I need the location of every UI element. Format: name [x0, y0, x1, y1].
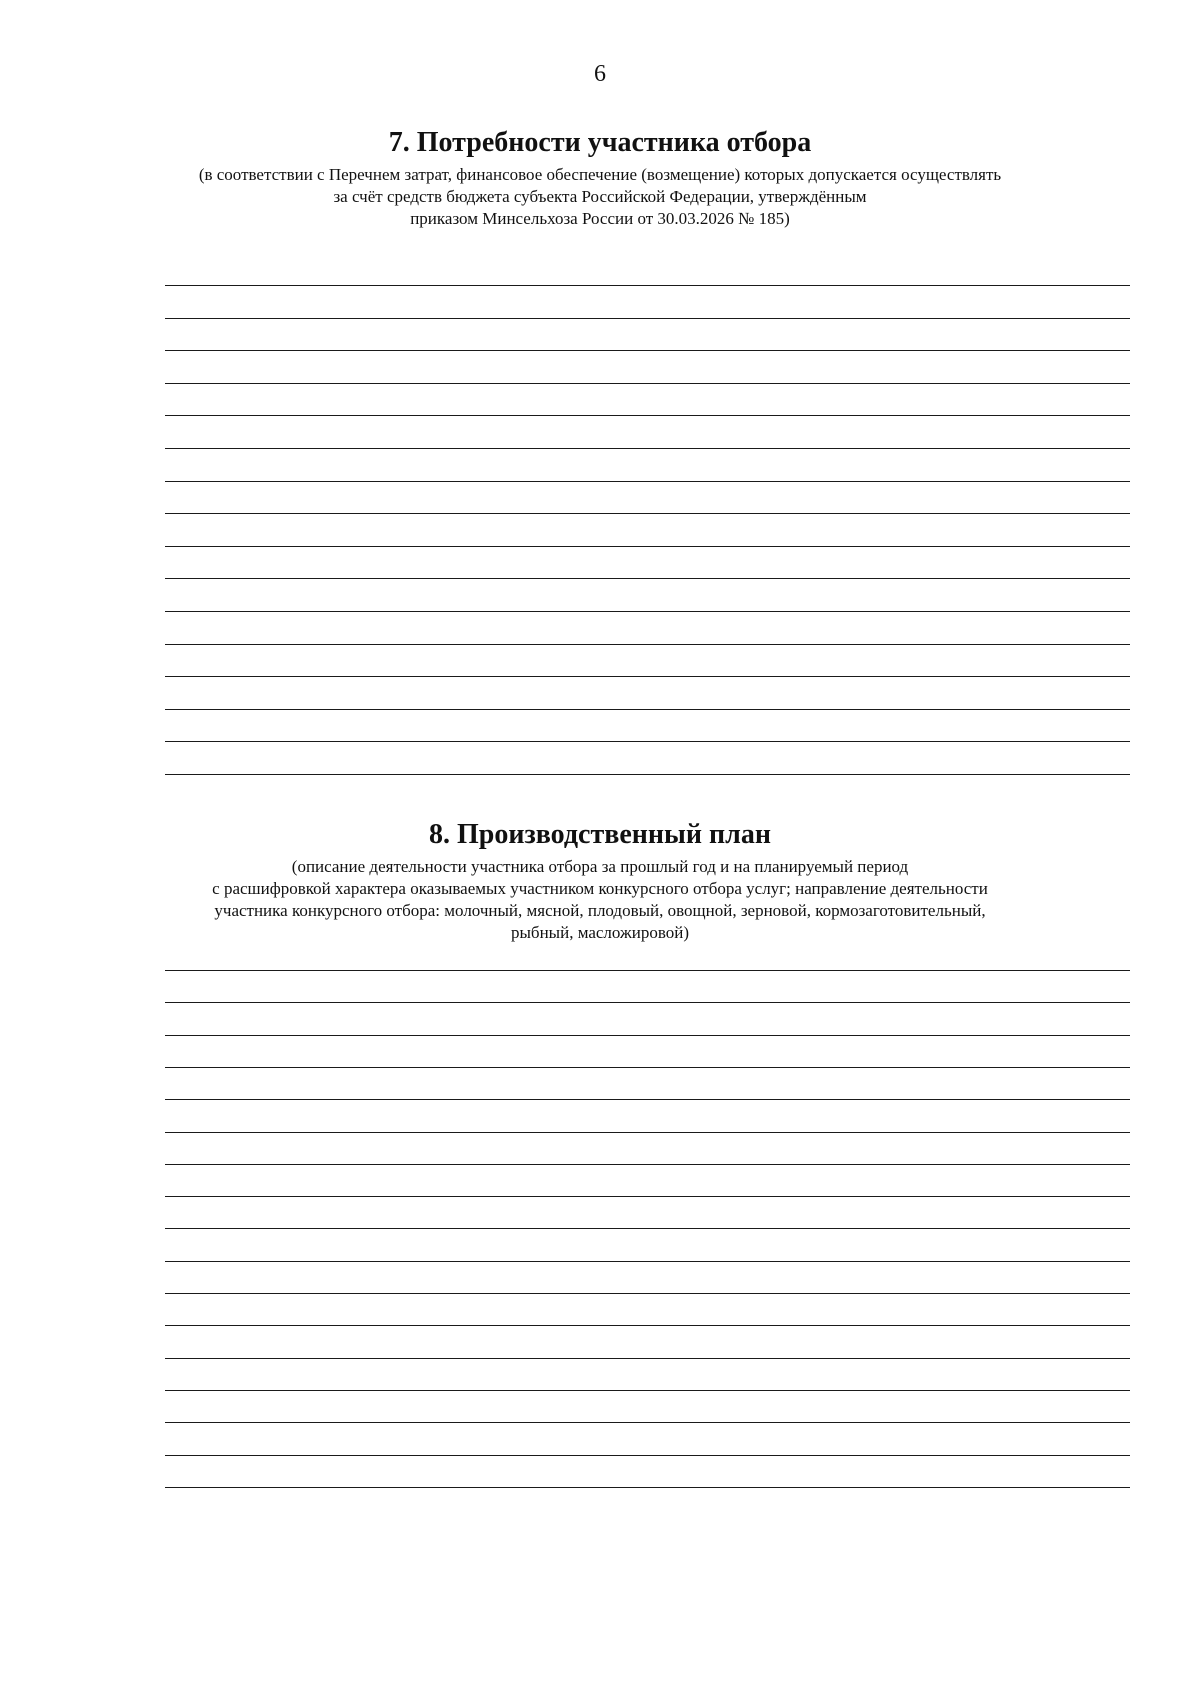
blank-fill-line[interactable] — [165, 1455, 1130, 1456]
blank-fill-line[interactable] — [165, 676, 1130, 677]
blank-fill-line[interactable] — [165, 546, 1130, 547]
section-7-title: 7. Потребности участника отбора — [388, 127, 812, 158]
blank-fill-line[interactable] — [165, 578, 1130, 579]
blank-fill-line[interactable] — [165, 513, 1130, 514]
section-8-fill-in-lines[interactable] — [165, 970, 1130, 1490]
blank-fill-line[interactable] — [165, 1487, 1130, 1488]
section-8-note-line: (описание деятельности участника отбора за прошлый год и на планируемый период — [291, 857, 909, 876]
blank-fill-line[interactable] — [165, 350, 1130, 351]
blank-fill-line[interactable] — [165, 1067, 1130, 1068]
blank-fill-line[interactable] — [165, 1099, 1130, 1100]
page-number: 6 — [594, 61, 606, 87]
blank-fill-line[interactable] — [165, 1035, 1130, 1036]
section-7-fill-in-lines[interactable] — [165, 285, 1130, 785]
blank-fill-line[interactable] — [165, 415, 1130, 416]
blank-fill-line[interactable] — [165, 1325, 1130, 1326]
blank-fill-line[interactable] — [165, 318, 1130, 319]
blank-fill-line[interactable] — [165, 448, 1130, 449]
blank-fill-line[interactable] — [165, 1196, 1130, 1197]
section-8-note-line: рыбный, масложировой) — [511, 923, 689, 942]
blank-fill-line[interactable] — [165, 1358, 1130, 1359]
blank-fill-line[interactable] — [165, 644, 1130, 645]
section-8-note-line: с расшифровкой характера оказываемых участником конкурсного отбора услуг; направление деятельности — [212, 879, 988, 898]
blank-fill-line[interactable] — [165, 481, 1130, 482]
section-8-note-line: участника конкурсного отбора: молочный, мясной, плодовый, овощной, зерновой, кормозаготовительный, — [214, 901, 986, 920]
blank-fill-line[interactable] — [165, 1422, 1130, 1423]
blank-fill-line[interactable] — [165, 1164, 1130, 1165]
section-8-note — [140, 856, 1060, 944]
blank-fill-line[interactable] — [165, 611, 1130, 612]
blank-fill-line[interactable] — [165, 1002, 1130, 1003]
section-7-note-line: за счёт средств бюджета субъекта Российской Федерации, утверждённым — [333, 187, 867, 206]
blank-fill-line[interactable] — [165, 1132, 1130, 1133]
blank-fill-line[interactable] — [165, 774, 1130, 775]
blank-fill-line[interactable] — [165, 1293, 1130, 1294]
section-7-note — [140, 164, 1060, 230]
blank-fill-line[interactable] — [165, 709, 1130, 710]
blank-fill-line[interactable] — [165, 1261, 1130, 1262]
blank-fill-line[interactable] — [165, 1228, 1130, 1229]
section-7-note-line: приказом Минсельхоза России от 30.03.2026 № 185) — [410, 209, 790, 228]
section-8-title: 8. Производственный план — [429, 819, 771, 850]
blank-fill-line[interactable] — [165, 1390, 1130, 1391]
section-7-note-line: (в соответствии с Перечнем затрат, финансовое обеспечение (возмещение) которых допускается осуществлять — [198, 165, 1002, 184]
blank-fill-line[interactable] — [165, 285, 1130, 286]
blank-fill-line[interactable] — [165, 383, 1130, 384]
blank-fill-line[interactable] — [165, 970, 1130, 971]
blank-fill-line[interactable] — [165, 741, 1130, 742]
